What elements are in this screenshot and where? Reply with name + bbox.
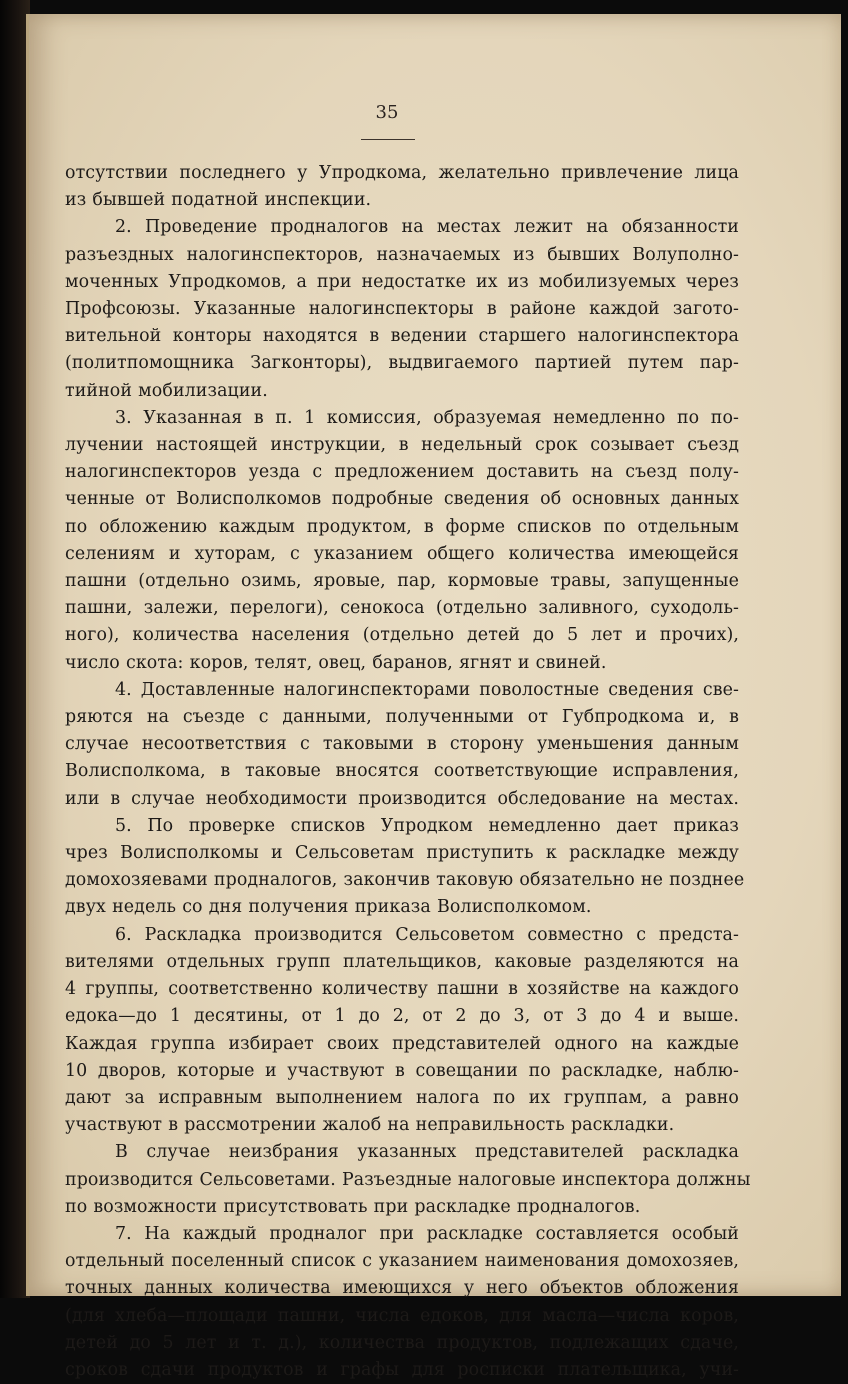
text-line: по возможности присутствовать при раскладке продналогов. bbox=[65, 1196, 641, 1217]
text-line: или в случае необходимости производится обследование на местах. bbox=[65, 788, 739, 809]
text-line: из бывшей податной инспекции. bbox=[65, 190, 372, 211]
text-line: пашни (отдельно озимь, яровые, пар, кормовые травы, запущенные bbox=[65, 571, 739, 592]
text-line: налогинспекторов уезда с предложением доставить на съезд полу- bbox=[65, 462, 739, 483]
text-line: ряются на съезде с данными, полученными от Губпродкома и, в bbox=[65, 707, 739, 728]
text-line: число скота: коров, телят, овец, баранов, ягнят и свиней. bbox=[65, 652, 607, 673]
text-line: вительной конторы находятся в ведении старшего налогинспектора bbox=[65, 326, 739, 347]
text-line: моченных Упродкомов, а при недостатке их из мобилизуемых через bbox=[65, 271, 739, 292]
text-line: дают за исправным выполнением налога по их группам, а равно bbox=[65, 1087, 739, 1108]
text-line: Волисполкома, в таковые вносятся соответствующие исправления, bbox=[65, 761, 739, 782]
text-line: (политпомощника Загконторы), выдвигаемого партией путем пар- bbox=[65, 353, 739, 374]
text-line: ченные от Волисполкомов подробные сведения об основных данных bbox=[65, 489, 739, 510]
body-text bbox=[65, 160, 751, 1384]
text-line: двух недель со дня получения приказа Волисполкомом. bbox=[65, 897, 592, 918]
text-line: селениям и хуторам, с указанием общего количества имеющейся bbox=[65, 543, 739, 564]
text-line: чрез Волисполкомы и Сельсоветам приступить к раскладке между bbox=[65, 843, 739, 864]
text-line: В случае неизбрания указанных представителей раскладка bbox=[115, 1142, 739, 1163]
text-line: отдельный поселенный список с указанием наименования домохозяев, bbox=[65, 1251, 739, 1272]
text-line: 2. Проведение продналогов на местах лежит на обязанности bbox=[115, 217, 739, 238]
text-line: 3. Указанная в п. 1 комиссия, образуемая немедленно по по- bbox=[115, 407, 739, 428]
text-line: 7. На каждый продналог при раскладке составляется особый bbox=[115, 1223, 739, 1244]
text-line: сроков сдачи продуктов и графы для росписки плательщика, учи- bbox=[65, 1359, 739, 1380]
text-line: разъездных налогинспекторов, назначаемых из бывших Волуполно- bbox=[65, 244, 739, 265]
text-line: домохозяевами продналогов, закончив таковую обязательно не позднее bbox=[65, 870, 745, 891]
text-line: по обложению каждым продуктом, в форме списков по отдельным bbox=[65, 516, 739, 537]
text-line: ного), количества населения (отдельно детей до 5 лет и прочих), bbox=[65, 625, 739, 646]
text-line: лучении настоящей инструкции, в недельный срок созывает съезд bbox=[65, 435, 739, 456]
text-line: Профсоюзы. Указанные налогинспекторы в районе каждой загото- bbox=[65, 299, 739, 320]
text-line: 6. Раскладка производится Сельсоветом совместно с предста- bbox=[115, 924, 739, 945]
text-line: тийной мобилизации. bbox=[65, 380, 268, 401]
text-line: едока—до 1 десятины, от 1 до 2, от 2 до 3, от 3 до 4 и выше. bbox=[65, 1006, 739, 1027]
text-line: 10 дворов, которые и участвуют в совещании по раскладке, наблю- bbox=[65, 1060, 739, 1081]
text-line: 4 группы, соответственно количеству пашни в хозяйстве на каждого bbox=[65, 979, 739, 1000]
text-line: Каждая группа избирает своих представителей одного на каждые bbox=[65, 1033, 739, 1054]
text-line: производится Сельсоветами. Разъездные налоговые инспектора должны bbox=[65, 1169, 751, 1190]
text-line: участвуют в рассмотрении жалоб на неправильность раскладки. bbox=[65, 1115, 675, 1136]
text-line: 5. По проверке списков Упродком немедленно дает приказ bbox=[115, 815, 739, 836]
text-line: пашни, залежи, перелоги), сенокоса (отдельно заливного, суходоль- bbox=[65, 598, 739, 619]
page-number-rule bbox=[361, 139, 415, 140]
text-line: вителями отдельных групп плательщиков, каковые разделяются на bbox=[65, 951, 739, 972]
book-page bbox=[26, 14, 841, 1380]
text-line: случае несоответствия с таковыми в сторону уменьшения данным bbox=[65, 734, 739, 755]
text-line: точных данных количества имеющихся у него объектов обложения bbox=[65, 1278, 739, 1299]
text-line: 4. Доставленные налогинспекторами поволостные сведения све- bbox=[115, 679, 739, 700]
text-line: (для хлеба—площади пашни, числа едоков, для масла—числа коров, bbox=[65, 1305, 739, 1326]
text-line: отсутствии последнего у Упродкома, желательно привлечение лица bbox=[65, 163, 739, 183]
page-number: 35 bbox=[375, 102, 399, 123]
text-line: детей до 5 лет и т. д.), количества продуктов, подлежащих сдаче, bbox=[65, 1332, 739, 1353]
